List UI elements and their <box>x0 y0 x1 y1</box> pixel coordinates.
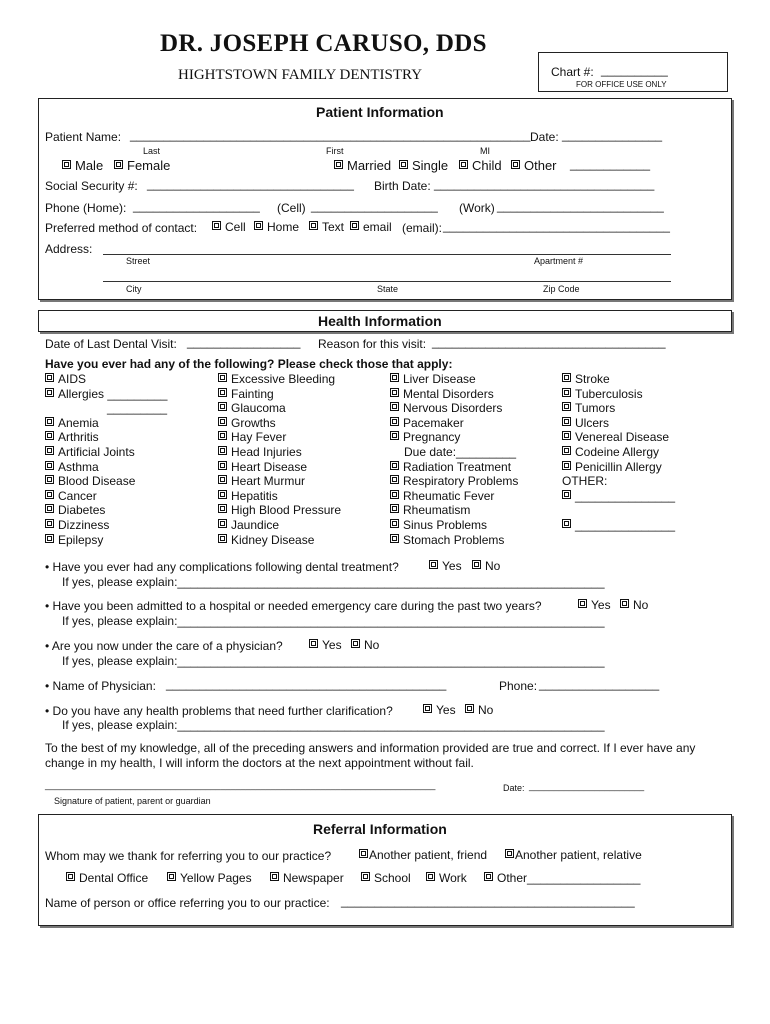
checkbox-icon[interactable] <box>218 461 227 470</box>
condition-stroke[interactable]: Stroke <box>562 372 675 387</box>
condition-head-injuries[interactable]: Head Injuries <box>218 445 341 460</box>
physician-name-field[interactable]: __________________________________________ <box>166 677 447 691</box>
question-further-clarification: • Do you have any health problems that need further clarification? <box>45 704 393 718</box>
checkbox-icon[interactable] <box>562 461 571 470</box>
practice-name: HIGHTSTOWN FAMILY DENTISTRY <box>178 67 423 83</box>
q3-explain[interactable]: If yes, please explain:________________________________________________________________ <box>62 654 605 668</box>
checkbox-icon[interactable] <box>429 560 438 569</box>
question-complications: • Have you ever had any complications following dental treatment? <box>45 560 399 574</box>
condition-hepatitis[interactable]: Hepatitis <box>218 489 341 504</box>
signature-date-field[interactable]: _______________________ <box>529 781 645 791</box>
checkbox-icon[interactable] <box>218 534 227 543</box>
condition-nervous-disorders[interactable]: Nervous Disorders <box>390 401 518 416</box>
checkbox-icon[interactable] <box>334 160 343 169</box>
condition-heart-murmur[interactable]: Heart Murmur <box>218 474 341 489</box>
condition-cancer[interactable]: Cancer <box>45 489 167 504</box>
checkbox-icon[interactable] <box>218 446 227 455</box>
checkbox-icon[interactable] <box>562 388 571 397</box>
status-other-field[interactable]: ____________ <box>570 157 651 171</box>
condition-fainting[interactable]: Fainting <box>218 387 341 402</box>
condition-pacemaker[interactable]: Pacemaker <box>390 416 518 431</box>
q5-explain[interactable]: If yes, please explain:________________________________________________________________ <box>62 718 605 732</box>
condition-hay-fever[interactable]: Hay Fever <box>218 430 341 445</box>
physician-phone-label: Phone: <box>499 679 538 693</box>
checkbox-icon[interactable] <box>45 431 54 440</box>
checkbox-icon[interactable] <box>390 475 399 484</box>
checkbox-icon[interactable] <box>218 402 227 411</box>
q1-no-option[interactable]: No <box>472 559 500 573</box>
condition-rheumatic-fever[interactable]: Rheumatic Fever <box>390 489 518 504</box>
checkbox-icon[interactable] <box>361 872 370 881</box>
condition-asthma[interactable]: Asthma <box>45 460 167 475</box>
phone-work-field[interactable]: _________________________ <box>497 199 664 213</box>
checkbox-icon[interactable] <box>62 160 71 169</box>
status-single-option[interactable]: Single <box>399 158 448 173</box>
condition-jaundice[interactable]: Jaundice <box>218 518 341 533</box>
conditions-column-2 <box>218 372 341 547</box>
other-conditions-label: OTHER: <box>562 474 608 489</box>
checkbox-icon[interactable] <box>218 431 227 440</box>
checkbox-icon[interactable] <box>390 373 399 382</box>
checkbox-icon[interactable] <box>351 639 360 648</box>
condition-growths[interactable]: Growths <box>218 416 341 431</box>
gender-female-option[interactable]: Female <box>114 158 170 173</box>
condition-arthritis[interactable]: Arthritis <box>45 430 167 445</box>
contact-cell-option[interactable]: Cell <box>212 220 246 234</box>
checkbox-icon[interactable] <box>399 160 408 169</box>
phone-cell-label: (Cell) <box>277 201 306 215</box>
checkbox-icon[interactable] <box>45 388 54 397</box>
condition-allergies[interactable]: Allergies _________ <box>45 387 167 402</box>
checkbox-icon[interactable] <box>45 461 54 470</box>
condition-other-1[interactable]: _______________ <box>562 489 675 504</box>
address-label: Address: <box>45 242 93 256</box>
checkbox-icon[interactable] <box>45 446 54 455</box>
signature-caption: Signature of patient, parent or guardian <box>54 796 211 806</box>
status-married-option[interactable]: Married <box>334 158 391 173</box>
status-other-option[interactable]: Other <box>511 158 557 173</box>
checkbox-icon[interactable] <box>390 388 399 397</box>
condition-stomach-problems[interactable]: Stomach Problems <box>390 533 518 548</box>
checkbox-icon[interactable] <box>45 534 54 543</box>
reason-label: Reason for this visit: <box>318 337 427 351</box>
checkbox-icon[interactable] <box>562 431 571 440</box>
checkbox-icon[interactable] <box>562 490 571 499</box>
checkbox-icon[interactable] <box>212 221 221 230</box>
chart-line: __________ <box>601 63 668 77</box>
last-visit-field[interactable]: _________________ <box>187 335 301 349</box>
checkbox-icon[interactable] <box>45 373 54 382</box>
health-info-title: Health Information <box>318 313 442 329</box>
checkbox-icon[interactable] <box>309 221 318 230</box>
checkbox-icon[interactable] <box>472 560 481 569</box>
referral-dental-office-option[interactable]: Dental Office <box>66 871 148 885</box>
q2-yes-option[interactable]: Yes <box>578 598 611 612</box>
checkbox-icon[interactable] <box>578 599 587 608</box>
q1-yes-option[interactable]: Yes <box>429 559 462 573</box>
checkbox-icon[interactable] <box>484 872 493 881</box>
zip-caption: Zip Code <box>543 284 580 294</box>
office-use-label: FOR OFFICE USE ONLY <box>576 80 667 89</box>
ssn-label: Social Security #: <box>45 179 138 193</box>
contact-email-option[interactable]: email <box>350 220 392 234</box>
phone-cell-field[interactable]: ___________________ <box>311 199 438 213</box>
date-label: Date: <box>530 130 559 144</box>
checkbox-icon[interactable] <box>45 417 54 426</box>
checkbox-icon[interactable] <box>218 519 227 528</box>
checkbox-icon[interactable] <box>218 373 227 382</box>
checkbox-icon[interactable] <box>459 160 468 169</box>
spacer <box>562 533 675 548</box>
condition-glaucoma[interactable]: Glaucoma <box>218 401 341 416</box>
checkbox-icon[interactable] <box>390 490 399 499</box>
city-state-zip-field[interactable] <box>103 281 671 282</box>
apartment-caption: Apartment # <box>534 256 584 266</box>
condition-blood-disease[interactable]: Blood Disease <box>45 474 167 489</box>
q5-yes-option[interactable]: Yes <box>423 703 456 717</box>
q2-explain[interactable]: If yes, please explain:________________________________________________________________ <box>62 614 605 628</box>
checkbox-icon[interactable] <box>218 475 227 484</box>
phone-home-field[interactable]: ___________________ <box>133 199 260 213</box>
patient-name-label: Patient Name: <box>45 130 122 144</box>
q3-no-option[interactable]: No <box>351 638 379 652</box>
referral-question: Whom may we thank for referring you to our practice? <box>45 849 332 863</box>
last-caption: Last <box>143 146 161 156</box>
checkbox-icon[interactable] <box>423 704 432 713</box>
patient-name-field[interactable]: ____________________________________________________________ <box>130 128 531 142</box>
conditions-instruction: Have you ever had any of the following? Please check those that apply: <box>45 357 453 371</box>
referrer-name-field[interactable]: ____________________________________________ <box>341 894 635 908</box>
street-field[interactable] <box>103 254 671 255</box>
physician-phone-field[interactable]: __________________ <box>539 677 660 691</box>
checkbox-icon[interactable] <box>426 872 435 881</box>
birth-date-field[interactable]: _________________________________ <box>434 177 655 191</box>
reason-field[interactable]: ___________________________________ <box>432 335 666 349</box>
ssn-field[interactable]: _______________________________ <box>147 177 354 191</box>
checkbox-icon[interactable] <box>620 599 629 608</box>
checkbox-icon[interactable] <box>465 704 474 713</box>
gender-male-option[interactable]: Male <box>62 158 103 173</box>
contact-home-option[interactable]: Home <box>254 220 299 234</box>
checkbox-icon[interactable] <box>562 373 571 382</box>
checkbox-icon[interactable] <box>45 519 54 528</box>
checkbox-icon[interactable] <box>270 872 279 881</box>
checkbox-icon[interactable] <box>45 504 54 513</box>
checkbox-icon[interactable] <box>45 475 54 484</box>
checkbox-icon[interactable] <box>45 490 54 499</box>
spacer <box>562 503 675 518</box>
condition-penicillin-allergy[interactable]: Penicillin Allergy <box>562 460 675 475</box>
phone-work-label: (Work) <box>459 201 495 215</box>
checkbox-icon[interactable] <box>562 519 571 528</box>
checkbox-icon[interactable] <box>218 490 227 499</box>
checkbox-icon[interactable] <box>167 872 176 881</box>
condition-liver-disease[interactable]: Liver Disease <box>390 372 518 387</box>
referral-other-field[interactable]: _________________ <box>527 871 641 885</box>
conditions-column-3 <box>390 372 518 547</box>
condition-excessive-bleeding[interactable]: Excessive Bleeding <box>218 372 341 387</box>
conditions-column-4 <box>562 372 675 547</box>
doctor-name: DR. JOSEPH CARUSO, DDS <box>160 30 487 57</box>
condition-heart-disease[interactable]: Heart Disease <box>218 460 341 475</box>
checkbox-icon[interactable] <box>390 519 399 528</box>
q5-no-option[interactable]: No <box>465 703 493 717</box>
contact-text-option[interactable]: Text <box>309 220 344 234</box>
checkbox-icon[interactable] <box>350 221 359 230</box>
condition-sinus-problems[interactable]: Sinus Problems <box>390 518 518 533</box>
condition-epilepsy[interactable]: Epilepsy <box>45 533 167 548</box>
question-hospital: • Have you been admitted to a hospital or needed emergency care during the past two years? <box>45 599 542 613</box>
condition-diabetes[interactable]: Diabetes <box>45 503 167 518</box>
checkbox-icon[interactable] <box>359 849 368 858</box>
physician-name-label: • Name of Physician: <box>45 679 156 693</box>
condition-aids[interactable]: AIDS <box>45 372 167 387</box>
condition-dizziness[interactable]: Dizziness <box>45 518 167 533</box>
last-visit-label: Date of Last Dental Visit: <box>45 337 177 351</box>
condition-codeine-allergy[interactable]: Codeine Allergy <box>562 445 675 460</box>
first-caption: First <box>326 146 344 156</box>
condition-artificial-joints[interactable]: Artificial Joints <box>45 445 167 460</box>
checkbox-icon[interactable] <box>390 504 399 513</box>
q3-yes-option[interactable]: Yes <box>309 638 342 652</box>
condition-respiratory-problems[interactable]: Respiratory Problems <box>390 474 518 489</box>
checkbox-icon[interactable] <box>390 461 399 470</box>
checkbox-icon[interactable] <box>309 639 318 648</box>
condition-allergies-line2[interactable]: _________ <box>107 401 168 416</box>
condition-other-2[interactable]: _______________ <box>562 518 675 533</box>
referral-title: Referral Information <box>313 821 447 837</box>
condition-kidney-disease[interactable]: Kidney Disease <box>218 533 341 548</box>
checkbox-icon[interactable] <box>505 849 514 858</box>
checkbox-icon[interactable] <box>562 402 571 411</box>
checkbox-icon[interactable] <box>218 417 227 426</box>
patient-info-title: Patient Information <box>316 104 444 120</box>
referral-newspaper-option[interactable]: Newspaper <box>270 871 344 885</box>
contact-method-label: Preferred method of contact: <box>45 221 198 235</box>
checkbox-icon[interactable] <box>66 872 75 881</box>
checkbox-icon[interactable] <box>511 160 520 169</box>
condition-ulcers[interactable]: Ulcers <box>562 416 675 431</box>
mi-caption: MI <box>480 146 490 156</box>
chart-label: Chart #: <box>551 65 594 79</box>
checkbox-icon[interactable] <box>218 388 227 397</box>
condition-rheumatism[interactable]: Rheumatism <box>390 503 518 518</box>
q2-no-option[interactable]: No <box>620 598 648 612</box>
checkbox-icon[interactable] <box>254 221 263 230</box>
condition-high-blood-pressure[interactable]: High Blood Pressure <box>218 503 341 518</box>
phone-home-label: Phone (Home): <box>45 201 127 215</box>
checkbox-icon[interactable] <box>218 504 227 513</box>
status-child-option[interactable]: Child <box>459 158 502 173</box>
email-label: (email): <box>402 221 443 235</box>
signature-field[interactable]: ______________________________________________________________________________ <box>45 780 436 790</box>
email-field[interactable]: __________________________________ <box>443 219 670 233</box>
question-physician-care: • Are you now under the care of a physician? <box>45 639 283 653</box>
checkbox-icon[interactable] <box>390 417 399 426</box>
condition-mental-disorders[interactable]: Mental Disorders <box>390 387 518 402</box>
referral-friend-option[interactable]: Another patient, friend <box>359 848 487 862</box>
checkbox-icon[interactable] <box>390 534 399 543</box>
referral-yellow-pages-option[interactable]: Yellow Pages <box>167 871 252 885</box>
referral-relative-option[interactable]: Another patient, relative <box>505 848 642 862</box>
condition-tumors[interactable]: Tumors <box>562 401 675 416</box>
conditions-column-1 <box>45 372 167 547</box>
checkbox-icon[interactable] <box>562 417 571 426</box>
chart-number-box[interactable] <box>538 52 728 92</box>
condition-anemia[interactable]: Anemia <box>45 416 167 431</box>
pregnancy-due-date[interactable]: Due date:_________ <box>404 444 517 459</box>
condition-radiation-treatment[interactable]: Radiation Treatment <box>390 460 518 475</box>
referrer-name-label: Name of person or office referring you to our practice: <box>45 896 330 910</box>
birth-date-label: Birth Date: <box>374 179 431 193</box>
condition-tuberculosis[interactable]: Tuberculosis <box>562 387 675 402</box>
accuracy-statement: To the best of my knowledge, all of the preceding answers and information provided are true and correct. If I ever have any change in my health, I will inform the doctors at the next appointment without fail. <box>45 741 696 770</box>
q1-explain[interactable]: If yes, please explain:________________________________________________________________ <box>62 575 605 589</box>
state-caption: State <box>377 284 399 294</box>
referral-other-option[interactable]: Other_________________ <box>484 871 640 885</box>
referral-school-option[interactable]: School <box>361 871 411 885</box>
condition-venereal-disease[interactable]: Venereal Disease <box>562 430 675 445</box>
street-caption: Street <box>126 256 151 266</box>
signature-date-label: Date: <box>503 783 525 793</box>
referral-work-option[interactable]: Work <box>426 871 467 885</box>
date-field[interactable]: _______________ <box>562 128 663 142</box>
condition-pregnancy[interactable]: Pregnancy <box>390 430 518 445</box>
checkbox-icon[interactable] <box>390 431 399 440</box>
checkbox-icon[interactable] <box>114 160 123 169</box>
checkbox-icon[interactable] <box>390 402 399 411</box>
checkbox-icon[interactable] <box>562 446 571 455</box>
city-caption: City <box>126 284 142 294</box>
